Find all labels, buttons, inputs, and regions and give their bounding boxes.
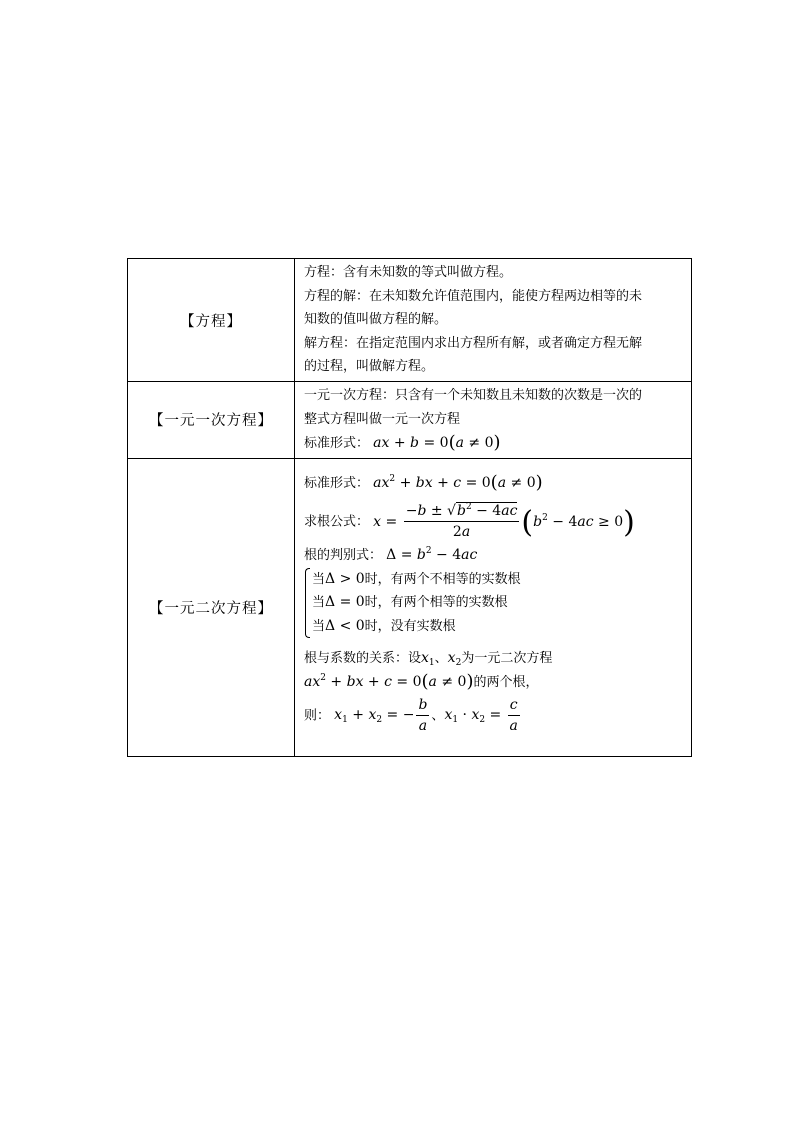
root-formula: x = $\frac{-b \pm √b^2 - 4ac}{2a}$ $(b^2 - 4ac \ge 0)$: [373, 502, 635, 540]
separator: 、: [434, 650, 448, 666]
table-row: [128, 259, 692, 382]
case-text: 时，有两个相等的实数根: [364, 595, 508, 610]
vieta-result-line: 则： $x_1 + x_2$ = − $\frac{b}{a}$ 、$x_1 \cdot x_2$ = $\frac{c}{a}$: [304, 696, 518, 734]
definition-line: 方程：含有未知数的等式叫做方程。: [304, 265, 513, 280]
separator: 、: [431, 708, 445, 723]
definition-line: 知数的值叫做方程的解。: [304, 312, 448, 327]
vieta-suffix: 的两个根，: [473, 675, 539, 690]
case-text: 时，有两个不相等的实数根: [364, 571, 521, 587]
brace-symbol: [305, 568, 310, 639]
category-cell: 【方程】: [128, 259, 295, 382]
case-line: 当Δ < 0时，没有实数根: [312, 617, 456, 634]
formula-table: [127, 258, 692, 757]
definition-line: 方程的解：在未知数允许值范围内，能使方程两边相等的未: [304, 288, 643, 304]
content-cell: [295, 259, 692, 382]
case-line: 当Δ > 0时，有两个不相等的实数根: [312, 570, 521, 587]
vieta-suffix: 为一元二次方程: [461, 650, 553, 666]
case-prefix: 当: [312, 618, 326, 634]
vieta-formula: $x_1 + x_2$ = − $\frac{b}{a}$: [334, 696, 428, 734]
definition-line: 一元一次方程：只含有一个未知数且未知数的次数是一次的: [304, 388, 643, 403]
discriminant-label: 根的判别式：: [304, 548, 383, 563]
vieta-equation-line: [304, 670, 687, 695]
vieta-line: 根与系数的关系：设$x_1$、$x_2$为一元二次方程: [304, 649, 553, 668]
quadratic-standard-formula: $ax^2$ + bx + c = 0(a ≠ 0): [373, 471, 543, 493]
definition-line: 解方程：在指定范围内求出方程所有解，或者确定方程无解: [304, 335, 643, 351]
linear-standard-formula: ax + b = 0(a ≠ 0): [373, 432, 501, 453]
table-row: [128, 458, 692, 756]
discriminant-formula: $\Delta = b^2 - 4ac$: [386, 546, 478, 563]
case-prefix: 当: [312, 571, 326, 587]
definition-line: 整式方程叫做一元一次方程: [304, 411, 461, 427]
table-row: [128, 382, 692, 459]
vieta-label: 根与系数的关系：设: [304, 650, 422, 666]
discriminant-line: [304, 544, 687, 568]
standard-form-label: 标准形式：: [304, 436, 370, 451]
category-cell: 【一元一次方程】: [128, 382, 295, 459]
case-line: 当Δ = 0时，有两个相等的实数根: [312, 594, 508, 610]
then-label: 则：: [304, 708, 331, 723]
discriminant-cases: [304, 568, 521, 639]
quadratic-equation: $ax^2$ + bx + c = 0(a ≠ 0): [304, 671, 474, 692]
standard-form-line: [304, 471, 687, 496]
standard-form-line: [304, 431, 687, 456]
case-text: 时，没有实数根: [364, 618, 456, 634]
root-formula-label: 求根公式：: [304, 514, 370, 530]
standard-form-label: 标准形式：: [304, 475, 370, 491]
root-formula-line: [304, 501, 687, 542]
definition-line: 的过程，叫做解方程。: [304, 359, 435, 374]
case-prefix: 当: [312, 595, 326, 610]
content-cell: [295, 458, 692, 756]
content-cell: [295, 382, 692, 459]
category-cell: 【一元二次方程】: [128, 458, 295, 756]
